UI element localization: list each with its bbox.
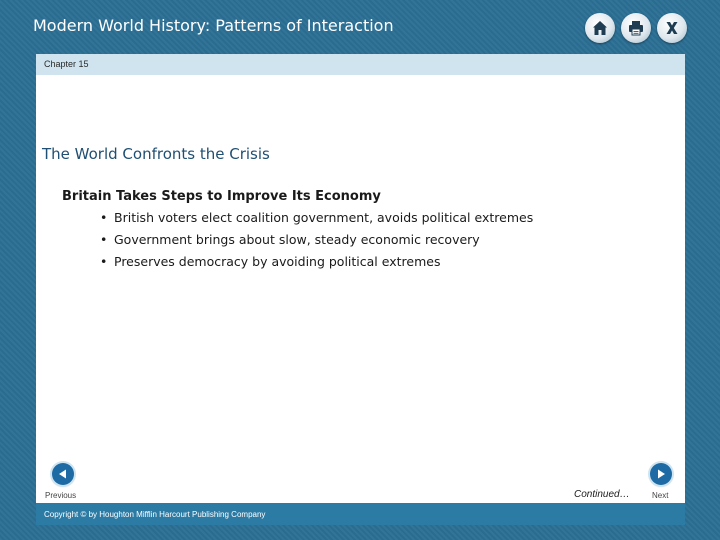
footer-bar xyxy=(36,503,685,525)
copyright-text: Copyright © by Houghton Mifflin Harcourt Publishing Company xyxy=(44,510,266,519)
bullet-text: Preserves democracy by avoiding political extremes xyxy=(114,254,441,269)
section-heading: Britain Takes Steps to Improve Its Economy xyxy=(62,189,381,204)
bullet-text: British voters elect coalition government, avoids political extremes xyxy=(114,210,534,225)
previous-button[interactable] xyxy=(52,463,74,485)
home-button[interactable] xyxy=(585,13,615,43)
bullet-dot-icon: • xyxy=(100,232,108,247)
next-label[interactable]: Next xyxy=(652,491,669,500)
bullet-dot-icon: • xyxy=(100,210,108,225)
triangle-right-icon xyxy=(655,468,667,480)
slide-title: The World Confronts the Crisis xyxy=(42,145,270,163)
close-button[interactable] xyxy=(657,13,687,43)
print-button[interactable] xyxy=(621,13,651,43)
chapter-bar xyxy=(36,54,685,75)
printer-icon xyxy=(627,19,645,37)
close-icon xyxy=(663,19,681,37)
chapter-label: Chapter 15 xyxy=(44,59,89,69)
bullet-item xyxy=(100,210,533,232)
bullet-text: Government brings about slow, steady economic recovery xyxy=(114,232,480,247)
previous-label[interactable]: Previous xyxy=(45,491,77,500)
bullet-list xyxy=(100,210,533,276)
triangle-left-icon xyxy=(57,468,69,480)
home-icon xyxy=(591,19,609,37)
app-title: Modern World History: Patterns of Interaction xyxy=(33,16,394,35)
continued-label: Continued… xyxy=(574,489,630,500)
bullet-item xyxy=(100,254,533,276)
bullet-dot-icon: • xyxy=(100,254,108,269)
bullet-item xyxy=(100,232,533,254)
slide-content xyxy=(36,75,685,503)
next-button[interactable] xyxy=(650,463,672,485)
